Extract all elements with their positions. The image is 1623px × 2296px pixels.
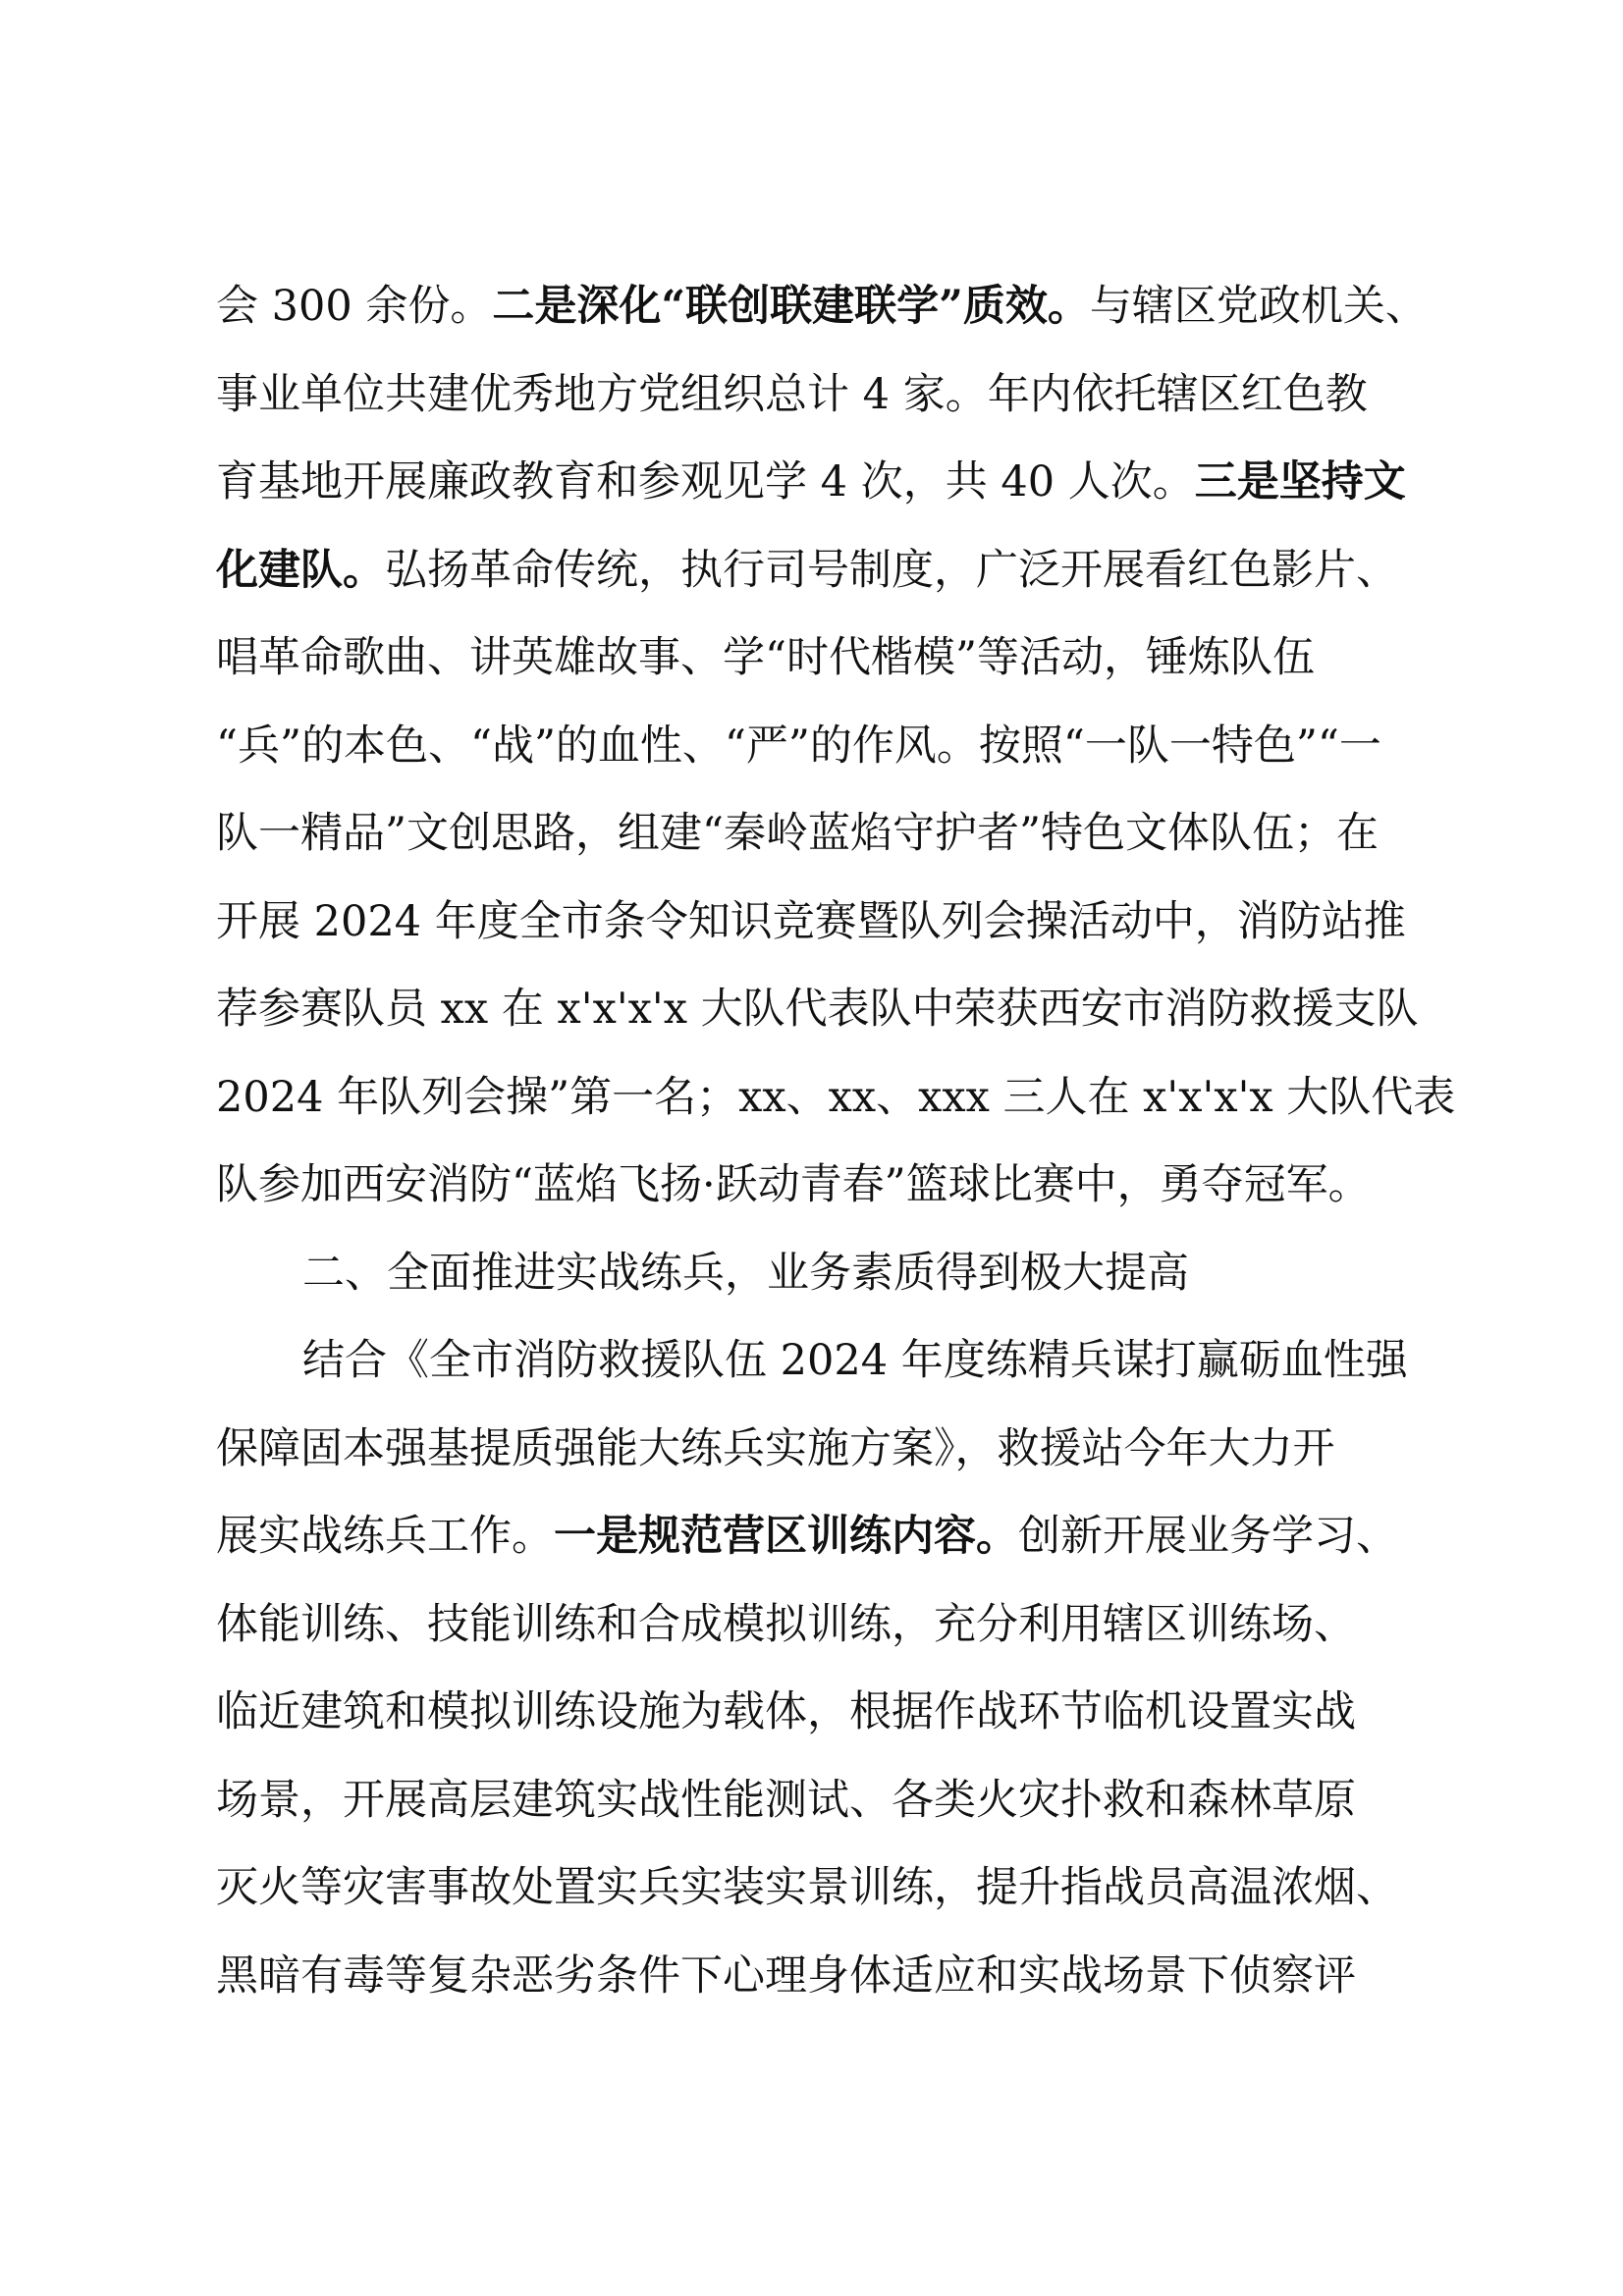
bold-text-segment: 三是坚持文	[1194, 457, 1406, 507]
paragraph-line-indented	[216, 1317, 1434, 1406]
text-segment: 展实战练兵工作。	[216, 1512, 554, 1561]
text-segment: 与辖区党政机关、	[1089, 282, 1428, 331]
text-segment: 2024 年队列会操”第一名；xx、xx、xxx 三人在 x'x'x'x 大队代表	[216, 1072, 1456, 1122]
paragraph-line	[216, 263, 1434, 351]
paragraph-line	[216, 1757, 1434, 1845]
text-segment: 黑暗有毒等复杂恶劣条件下心理身体适应和实战场景下侦察评	[216, 1950, 1356, 2001]
text-segment: 育基地开展廉政教育和参观见学 4 次，共 40 人次。	[216, 457, 1195, 507]
paragraph-line	[216, 879, 1434, 967]
text-segment: 开展 2024 年度全市条令知识竞赛暨队列会操活动中，消防站推	[216, 896, 1406, 946]
paragraph-line	[216, 439, 1434, 527]
text-segment: 场景，开展高层建筑实战性能测试、各类火灾扑救和森林草原	[216, 1775, 1356, 1825]
paragraph-line	[216, 1054, 1456, 1143]
paragraph-line	[216, 1669, 1434, 1757]
paragraph-line	[216, 966, 1434, 1054]
document-body	[216, 263, 1456, 2020]
paragraph-line	[216, 1406, 1434, 1494]
text-segment: 荐参赛队员 xx 在 x'x'x'x 大队代表队中荣获西安市消防救援支队	[216, 985, 1419, 1034]
paragraph-line	[216, 1581, 1434, 1670]
text-segment: 队参加西安消防“蓝焰飞扬·跃动青春”篮球比赛中，勇夺冠军。	[216, 1160, 1371, 1209]
text-segment: 队一精品”文创思路，组建“秦岭蓝焰守护者”特色文体队伍；在	[216, 809, 1379, 858]
text-segment: 会 300 余份。	[216, 282, 493, 331]
text-segment: 唱革命歌曲、讲英雄故事、学“时代楷模”等活动，锤炼队伍	[216, 633, 1315, 682]
text-segment: 事业单位共建优秀地方党组织总计 4 家。年内依托辖区红色教	[216, 369, 1368, 419]
text-segment: 保障固本强基提质强能大练兵实施方案》，救援站今年大力开	[216, 1423, 1335, 1473]
text-segment: 弘扬革命传统，执行司号制度，广泛开展看红色影片、	[385, 545, 1398, 595]
text-segment: 结合《全市消防救援队伍 2024 年度练精兵谋打赢砺血性强	[302, 1336, 1408, 1385]
paragraph-line	[216, 527, 1434, 615]
paragraph-line	[216, 1933, 1434, 2021]
paragraph-line	[216, 790, 1434, 879]
bold-text-segment: 一是规范营区训练内容。	[554, 1512, 1018, 1561]
text-segment: 体能训练、技能训练和合成模拟训练，充分利用辖区训练场、	[216, 1599, 1356, 1649]
text-segment: “兵”的本色、“战”的血性、“严”的作风。按照“一队一特色”“一	[216, 721, 1381, 771]
paragraph-line	[216, 1142, 1434, 1230]
text-segment: 临近建筑和模拟训练设施为载体，根据作战环节临机设置实战	[216, 1687, 1356, 1736]
paragraph-line-indented	[216, 1230, 1434, 1318]
bold-text-segment: 二是深化“联创联建联学”质效。	[492, 282, 1090, 331]
text-segment: 灭火等灾害事故处置实兵实装实景训练，提升指战员高温浓烟、	[216, 1863, 1398, 1912]
bold-text-segment: 化建队。	[216, 545, 385, 595]
text-segment: 创新开展业务学习、	[1018, 1512, 1398, 1561]
text-segment: 二、全面推进实战练兵，业务素质得到极大提高	[302, 1248, 1189, 1298]
paragraph-line	[216, 614, 1434, 703]
paragraph-line	[216, 1493, 1434, 1581]
paragraph-line	[216, 703, 1434, 791]
paragraph-line	[216, 1844, 1434, 1933]
paragraph-line	[216, 351, 1434, 440]
